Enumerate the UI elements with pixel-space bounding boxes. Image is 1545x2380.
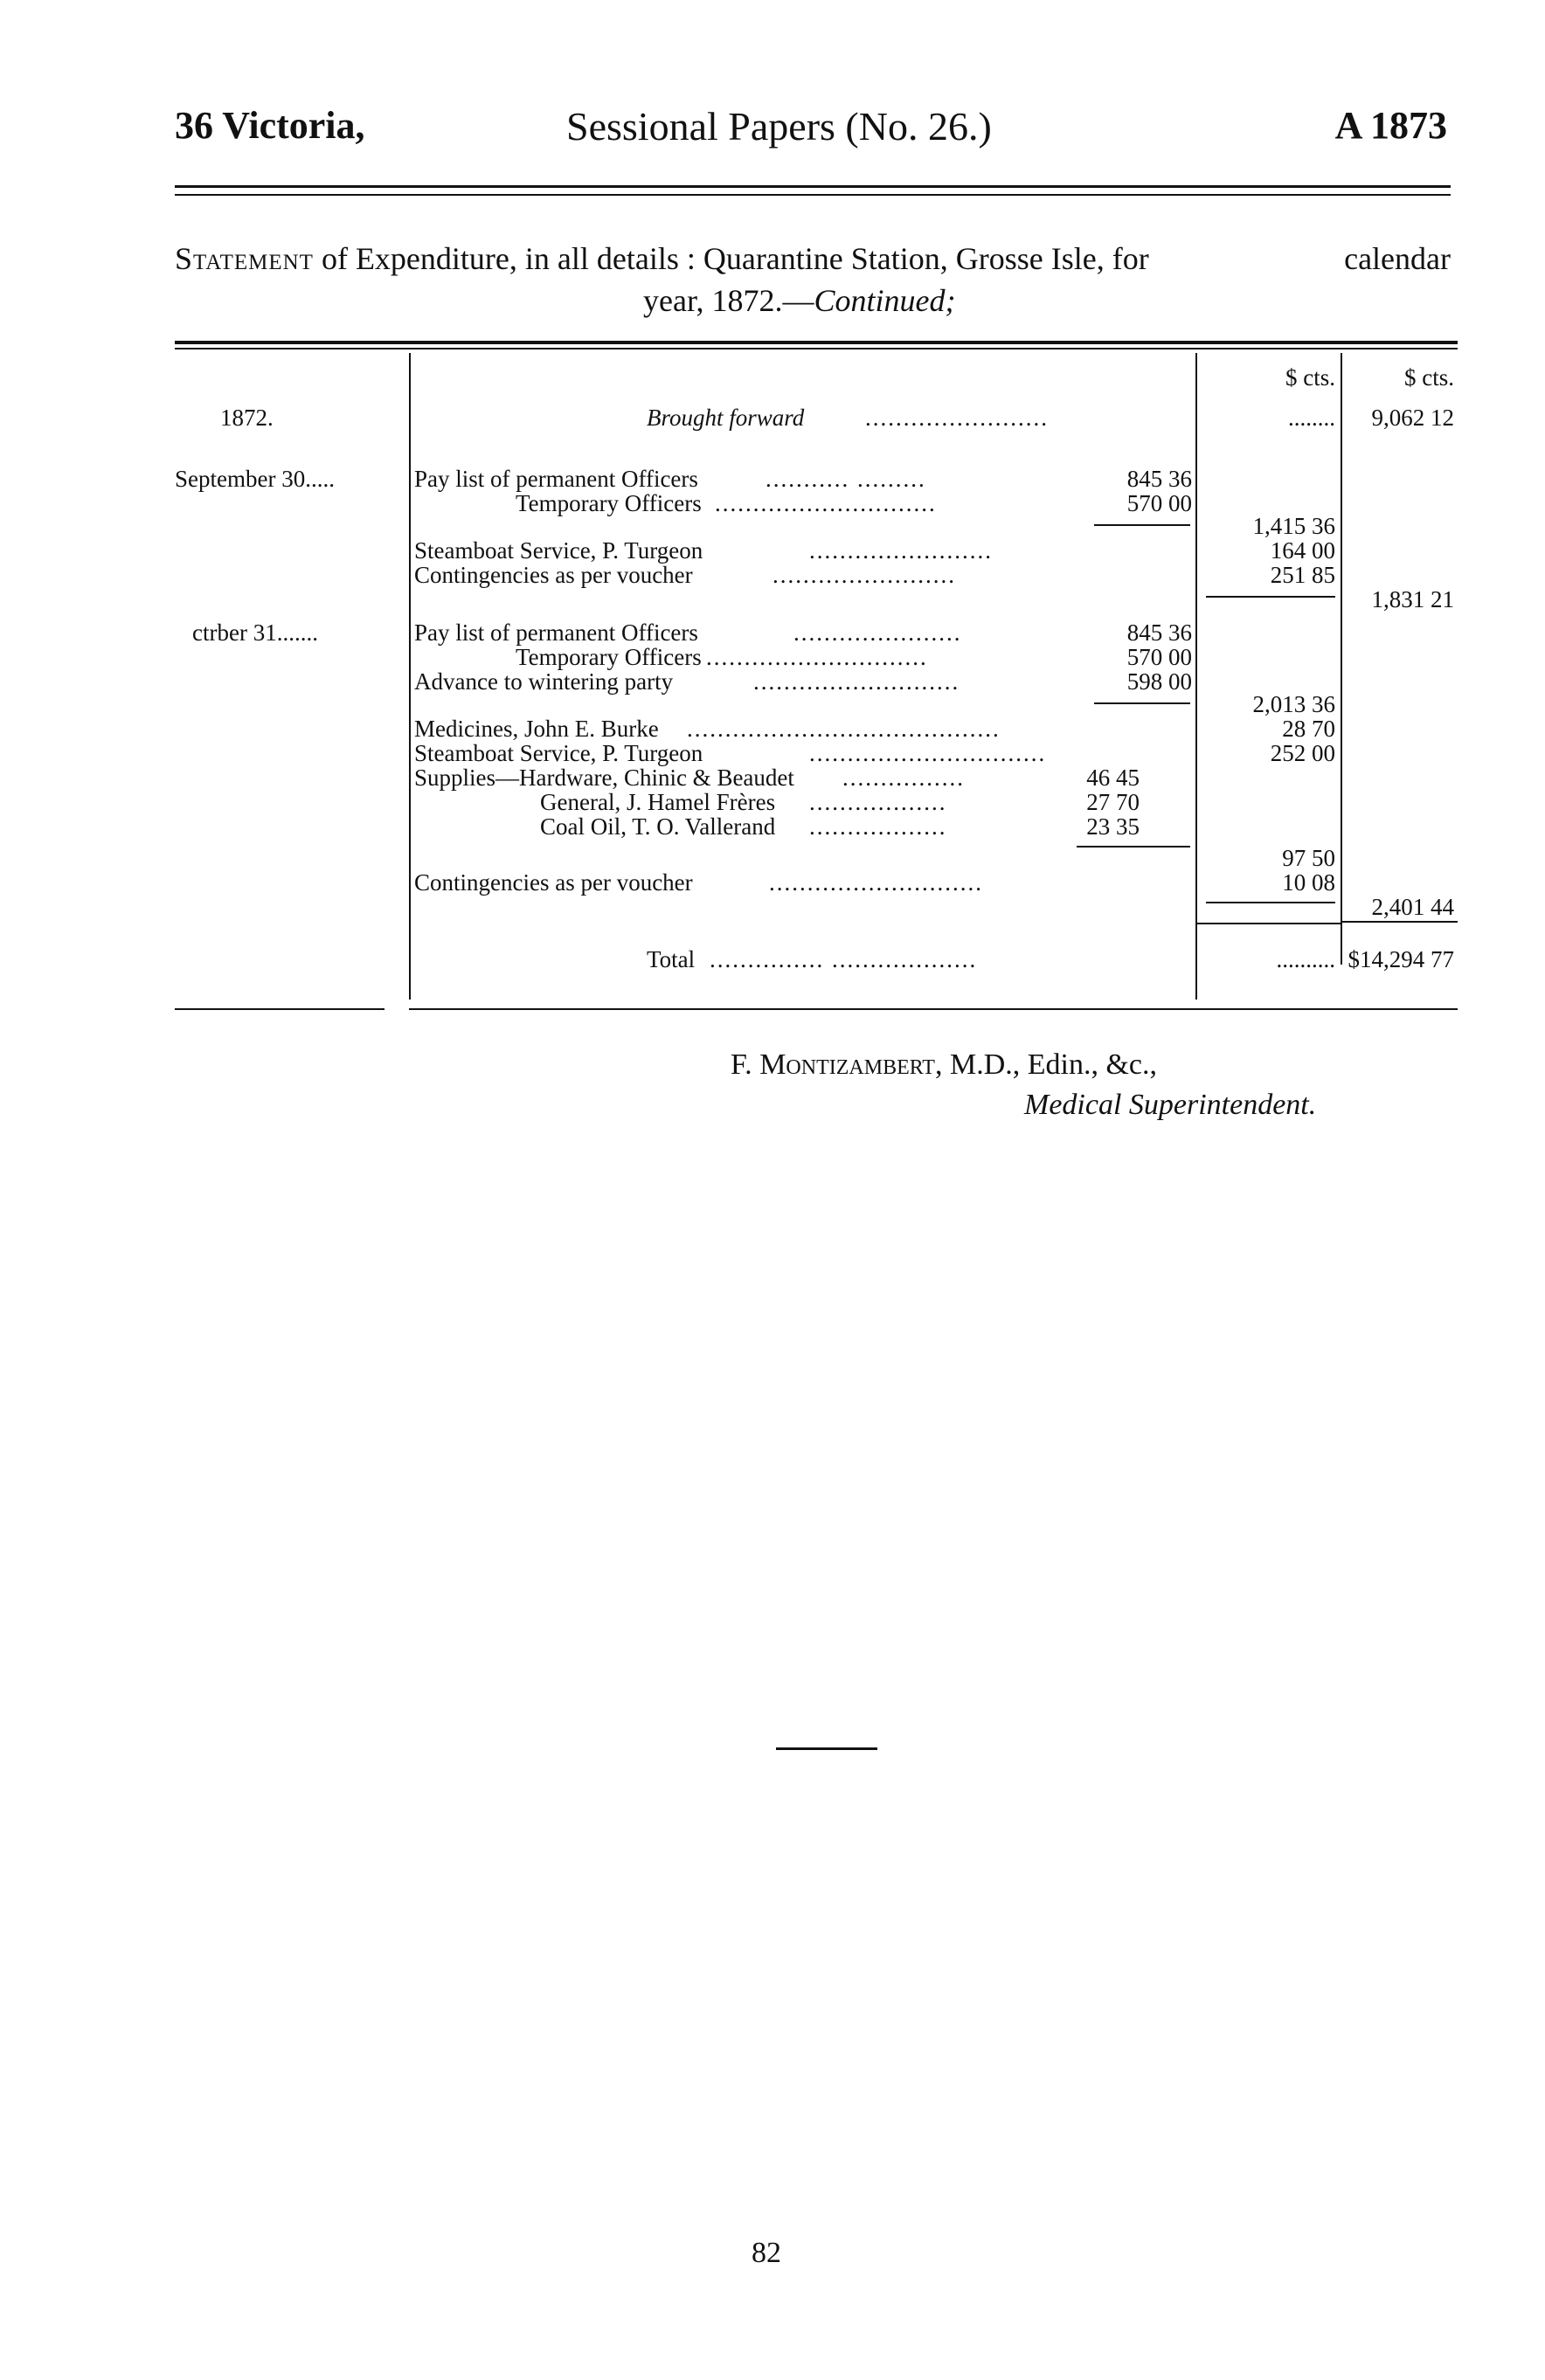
leader-dots: ........................... [753,668,960,695]
col-rule-3 [1341,353,1342,965]
statement-text: of Expenditure, in all details : Quarantine Station, Grosse Isle, for [321,241,1149,276]
leader-dots: ............................. [715,490,937,516]
sep-date: September 30..... [175,466,335,492]
oct-row-1-amount: 845 36 [1126,619,1192,646]
table-rule-bottom [409,1008,1458,1010]
statement-line2: year, 1872.—Continued; [643,283,956,318]
leader-dots: .................. [809,789,947,815]
signature-title: Medical Superintendent. [1024,1089,1317,1121]
leader-dots: ........................ [772,562,956,588]
leader-dots: ......................................... [687,716,1001,742]
page-number: 82 [752,2237,781,2269]
table-rule-top [175,341,1458,344]
leader-dots: ............................ [769,869,983,896]
oct-steamboat-amount: 252 00 [1270,740,1335,766]
sep-row-2-label: Temporary Officers [516,490,702,516]
brought-forward-amount: 9,062 12 [1371,405,1454,431]
oct-contingencies-amount: 10 08 [1282,869,1335,896]
oct-medicines-amount: 28 70 [1282,716,1335,742]
statement-lead: Statement [175,241,314,276]
col-header-right: $ cts. [1404,364,1454,391]
sep-steamboat-amount: 164 00 [1270,537,1335,564]
grand-total-mid: .......... [1276,946,1335,972]
leader-dots: ................ [842,765,965,791]
page-divider [776,1747,877,1750]
signature-name: F. Montizambert, M.D., Edin., &c., [731,1048,1158,1081]
oct-row-3-amount: 598 00 [1126,668,1192,695]
oct-total-rule [1341,921,1458,923]
oct-contingencies-label: Contingencies as per voucher [414,869,693,896]
grand-total-amount: $14,294 77 [1348,946,1454,972]
sep-row-1-label: Pay list of permanent Officers [414,466,698,492]
oct-row-2-label: Temporary Officers [516,644,702,670]
oct-supplies-hardware-label: Supplies—Hardware, Chinic & Beaudet [414,765,794,791]
oct-total: 2,401 44 [1371,894,1454,920]
oct-row-1-label: Pay list of permanent Officers [414,619,698,646]
leader-dots: .................. [809,813,947,840]
sessional-papers-heading: Sessional Papers (No. 26.) [566,104,992,149]
sep-contingencies-amount: 251 85 [1270,562,1335,588]
oct-medicines-label: Medicines, John E. Burke [414,716,659,742]
oct-steamboat-label: Steamboat Service, P. Turgeon [414,740,703,766]
sep-subtotal: 1,415 36 [1252,513,1335,539]
statement-title [175,238,1451,322]
oct-supplies-coaloil-label: Coal Oil, T. O. Vallerand [540,813,776,840]
sep-total-rule [1206,596,1335,598]
brought-forward-label: Brought forward [647,405,805,431]
year-label: A 1873 [1334,104,1447,147]
oct-row-2-amount: 570 00 [1126,644,1192,670]
leader-dots: ...................... [793,619,962,646]
expenditure-table [175,334,1458,1033]
oct-date: ctrber 31....... [192,619,318,646]
grand-total-rule-top [1195,923,1341,924]
oct-supplies-hardware-amount: 46 45 [1086,765,1140,791]
oct-total-rule-mid [1206,902,1335,903]
oct-subtotal-rule [1094,702,1190,704]
leader-dots: ............................... [809,740,1047,766]
col-header-mid: $ cts. [1285,364,1335,391]
header-rule-bottom [175,194,1451,196]
table-rule-top-thin [175,348,1458,349]
sep-row-1-amount: 845 36 [1126,466,1192,492]
leader-dots: ............... ................... [710,946,978,972]
oct-subtotal: 2,013 36 [1252,691,1335,717]
leader-dots: ........................ [809,537,993,564]
col-rule-2 [1195,353,1197,1000]
leader-dots: ............................. [706,644,928,670]
leader-dots: ........... ......... [766,466,926,492]
continued-label: Continued; [814,283,956,318]
oct-supplies-total: 97 50 [1282,845,1335,871]
oct-supplies-rule [1077,846,1190,848]
sep-total: 1,831 21 [1371,586,1454,612]
sep-row-2-amount: 570 00 [1126,490,1192,516]
oct-supplies-general-label: General, J. Hamel Frères [540,789,776,815]
sep-contingencies-label: Contingencies as per voucher [414,562,693,588]
leader-dots: ........................ [865,405,1049,431]
statement-text-right: calendar [1344,241,1451,276]
oct-supplies-general-amount: 27 70 [1086,789,1140,815]
oct-supplies-coaloil-amount: 23 35 [1086,813,1140,840]
brought-forward-mid: ........ [1288,405,1335,431]
oct-row-3-label: Advance to wintering party [414,668,674,695]
year-label: 1872. [220,405,274,431]
sep-steamboat-label: Steamboat Service, P. Turgeon [414,537,703,564]
table-rule-bottom-left [175,1008,385,1010]
grand-total-label: Total [647,946,696,972]
header-rule-top [175,185,1451,188]
sep-subtotal-rule [1094,524,1190,526]
volume-label: 36 Victoria, [175,104,365,147]
col-rule-1 [409,353,411,1000]
